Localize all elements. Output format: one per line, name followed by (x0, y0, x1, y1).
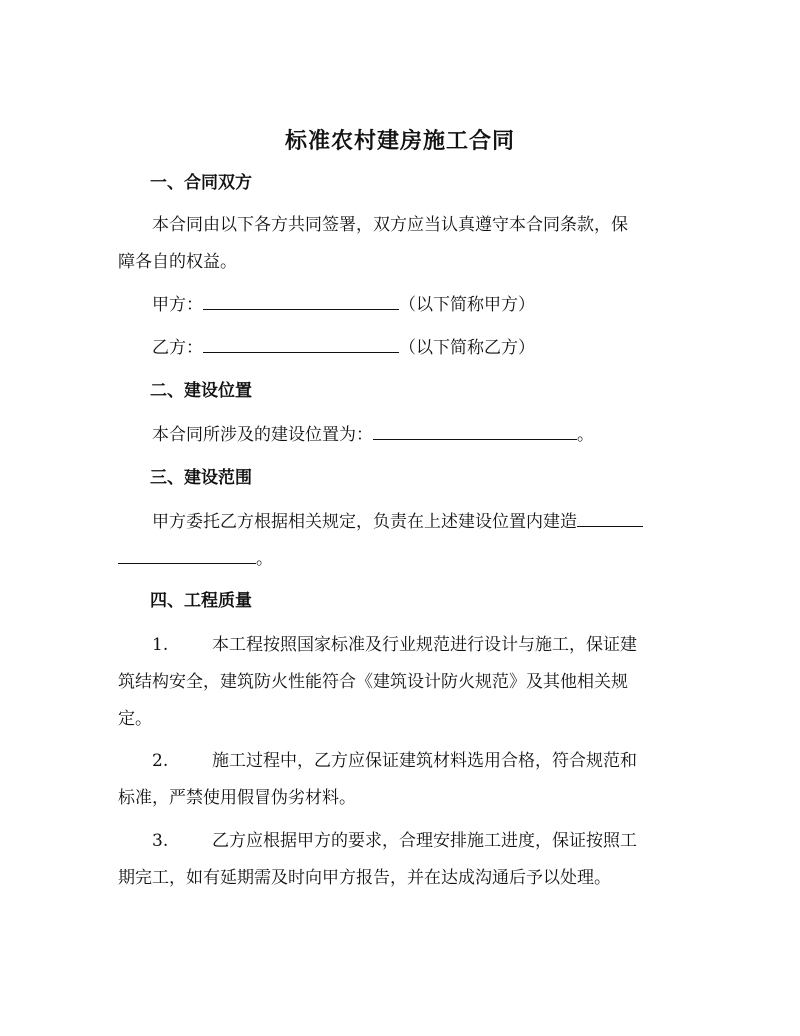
quality-item-2-line-2: 标准，严禁使用假冒伪劣材料。 (118, 788, 356, 808)
quality-item-2-number: 2. (152, 751, 169, 771)
section-heading-quality: 四、工程质量 (150, 591, 252, 611)
document-title: 标准农村建房施工合同 (284, 128, 515, 154)
quality-item-1-number: 1. (152, 635, 169, 655)
party-a-line (152, 290, 535, 315)
intro-line-2: 障各自的权益。 (118, 252, 237, 272)
party-b-suffix: （以下简称乙方） (399, 338, 535, 358)
party-a-label: 甲方： (152, 295, 203, 315)
intro-line-1: 本合同由以下各方共同签署，双方应当认真遵守本合同条款，保 (152, 215, 628, 235)
section-heading-scope: 三、建设范围 (150, 468, 252, 488)
quality-item-2-line-1 (118, 746, 637, 771)
location-end: 。 (577, 425, 594, 445)
location-blank[interactable] (373, 423, 577, 440)
section-heading-parties: 一、合同双方 (150, 173, 252, 193)
scope-end: 。 (256, 549, 273, 569)
quality-item-1-line-3: 定。 (118, 709, 152, 729)
party-a-blank[interactable] (203, 293, 399, 310)
quality-item-3-text-1: 乙方应根据甲方的要求，合理安排施工进度，保证按照工 (212, 831, 637, 851)
party-b-blank[interactable] (203, 336, 399, 353)
party-a-suffix: （以下简称甲方） (399, 295, 535, 315)
scope-blank-1[interactable] (577, 510, 643, 527)
party-b-line (152, 333, 535, 358)
scope-text: 甲方委托乙方根据相关规定，负责在上述建设位置内建造 (152, 512, 577, 532)
quality-item-1-text-1: 本工程按照国家标准及行业规范进行设计与施工，保证建 (212, 635, 637, 655)
quality-item-1-line-2: 筑结构安全，建筑防火性能符合《建筑设计防火规范》及其他相关规 (118, 672, 628, 692)
section-heading-location: 二、建设位置 (150, 381, 252, 401)
scope-blank-2[interactable] (118, 547, 256, 564)
quality-item-3-line-1 (118, 826, 637, 851)
location-text: 本合同所涉及的建设位置为： (152, 425, 373, 445)
quality-item-3-line-2: 期完工，如有延期需及时向甲方报告，并在达成沟通后予以处理。 (118, 868, 611, 888)
quality-item-3-number: 3. (152, 831, 169, 851)
party-b-label: 乙方： (152, 338, 203, 358)
scope-line-2 (118, 544, 273, 569)
quality-item-2-text-1: 施工过程中，乙方应保证建筑材料选用合格，符合规范和 (212, 751, 637, 771)
quality-item-1-line-1 (118, 630, 637, 655)
location-line (152, 420, 594, 445)
scope-line-1 (152, 507, 643, 532)
